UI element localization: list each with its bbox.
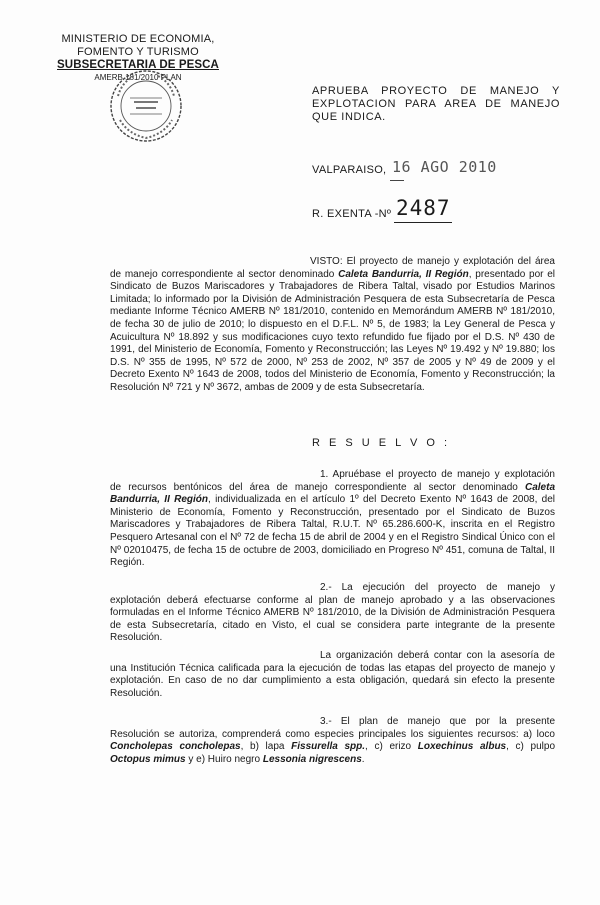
visto-text-1: VISTO: El proyecto de manejo y explotación del área de manejo correspondiente al sector denominado [110,256,555,280]
resolution-subject: APRUEBA PROYECTO DE MANEJO Y EXPLOTACION PARA AREA DE MANEJO QUE INDICA. [312,85,560,123]
point-3-text-c: , c) erizo [365,741,412,753]
ministry-line-1: MINISTERIO DE ECONOMIA, [61,33,215,45]
ministry-line-2: FOMENTO Y TURISMO [77,46,199,58]
point-2-paragraph [110,582,555,645]
point-3-text-f: . [361,753,365,765]
point-2-text: 2.- La ejecución del proyecto de manejo y explotación deberá efectuarse conforme al plan de manejo aprobado y a las observaciones formuladas en el Informe Técnico AMERB Nº 181/2010, de la División de Administración Pesquera de esta Subsecretaría, citado en Visto, el cual se considera parte integrante de la presente Resolución. [110,582,555,644]
species-1: Concholepas concholepas [110,741,241,753]
species-2: Fissurella spp. [291,741,366,753]
exenta-number: 2487 [396,196,451,220]
resuelvo-heading: R E S U E L V O : [312,437,451,449]
point-3-text-e: y e) Huiro negro [188,753,261,765]
species-5: Lessonia nigrescens [262,753,362,765]
city-label: VALPARAISO, [312,164,387,176]
point-1-text-b: , individualizada en el artículo 1º del Decreto Exento Nº 1643 de 2008, del Ministerio de Economía, Fomento y Reconstrucción, presentado por el Sindicato de Buzos Mariscadores y Trabajadores de Ribera Taltal, R.U.T. Nº 65.286.600-K, inscrita en el Registro Pesquero Artesanal con el Nº 72 de fecha 15 de abril de 2004 y en el Registro Sindical Único con el Nº 02010475, de fecha 15 de octubre de 2003, domiciliado en Progreso Nº 451, comuna de Taltal, II Región. [110,494,556,569]
subsecretaria-line: SUBSECRETARIA DE PESCA [57,59,219,71]
species-3: Loxechinus albus [417,741,507,753]
species-4: Octopus mimus [110,753,186,765]
point-3-text-b: , b) lapa [240,741,285,753]
exenta-underline [394,222,452,223]
visto-paragraph [110,256,555,395]
date-stamp: 16 AGO 2010 [392,158,497,176]
exenta-label: R. EXENTA -Nº [312,208,392,220]
divider [390,180,404,181]
point-3-text-d: , c) pulpo [506,741,556,753]
visto-sector: Caleta Bandurria, II Región [338,268,469,280]
point-1-text-a: 1. Apruébase el proyecto de manejo y explotación de recursos bentónicos del área de manejo correspondiente al sector denominado [110,469,555,493]
official-seal-stamp [108,68,184,144]
point-3-paragraph [110,716,555,766]
point-2b-text: La organización deberá contar con la asesoría de una Institución Técnica calificada para la ejecución de todas las etapas del proyecto de manejo y explotación. En caso de no dar cumplimiento a esta obligación, quedará sin efecto la presente Resolución. [110,650,555,699]
reference-line: AMERB 181/2010 PLAN [94,73,182,82]
point-3-text-a: 3.- El plan de manejo que por la presente Resolución se autoriza, comprenderá como especies principales los siguientes recursos: a) loco [110,716,555,740]
point-2b-paragraph [110,650,555,700]
visto-text-2: , presentado por el Sindicato de Buzos Mariscadores y Trabajadores de Ribera Taltal, visado por Estudios Marinos Limitada; lo informado por la División de Administración Pesquera de esta Subsecretaría de Pesca mediante Informe Técnico AMERB Nº 181/2010, contenido en Memorándum AMERB Nº 181/2010, de fecha 30 de julio de 2010; lo dispuesto en el D.F.L. Nº 5, de 1983; la Ley General de Pesca y Acuicultura Nº 18.892 y sus modificaciones cuyo texto refundido fue fijado por el D.S. Nº 430 de 1991, del Ministerio de Economía, Fomento y Reconstrucción; las Leyes Nº 19.492 y Nº 19.880; los D.S. Nº 355 de 1995, Nº 572 de 2000, Nº 253 de 2002, Nº 357 de 2005 y Nº 49 de 2009 y el Decreto Exento Nº 1643 de 2008, todos del Ministerio de Economía, Fomento y Reconstrucción; la Resolución Nº 721 y Nº 3672, ambas de 2009 y de esta Subsecretaría. [110,268,556,393]
point-1-sector: Caleta Bandurria, II Región [110,481,555,506]
point-1-paragraph [110,469,555,570]
